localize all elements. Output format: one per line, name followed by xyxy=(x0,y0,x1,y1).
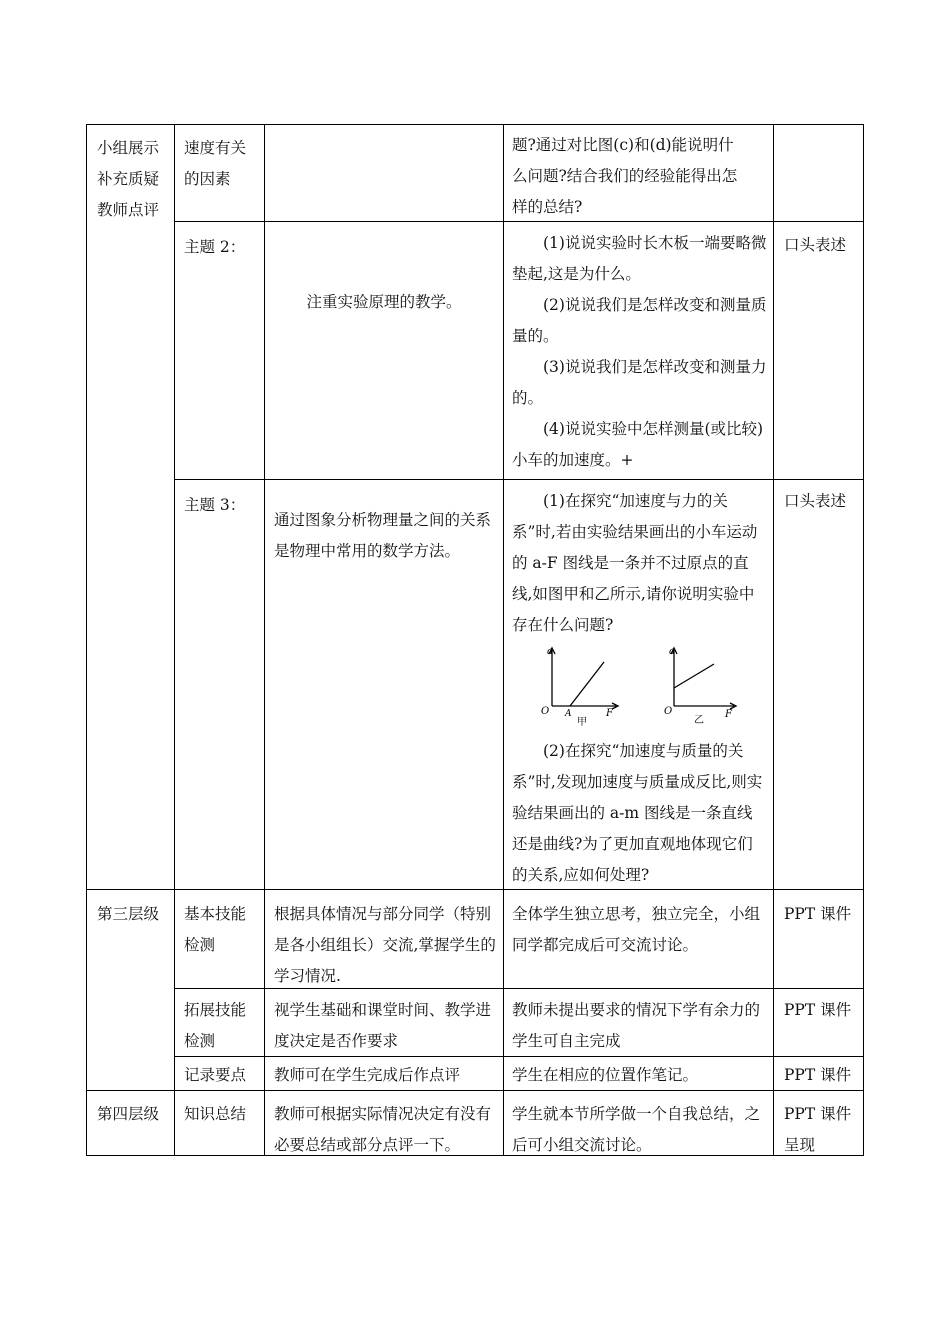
activity-cell: 题?通过对比图(c)和(d)能说明什 么问题?结合我们的经验能得出怎 样的总结? xyxy=(512,136,738,216)
level-cell: 第四层级 xyxy=(97,1105,160,1123)
method-cell: 口头表述 xyxy=(784,492,847,510)
activity-cell xyxy=(512,486,768,641)
graph-jia xyxy=(540,644,630,726)
line-jia xyxy=(570,662,604,706)
activity-cell xyxy=(512,228,768,476)
activity-cell: 全体学生独立思考，独立完全，小组同学都完成后可交流讨论。 xyxy=(512,905,761,954)
guidance-cell: 教师可在学生完成后作点评 xyxy=(274,1066,461,1084)
activity-cell: 学生就本节所学做一个自我总结，之后可小组交流讨论。 xyxy=(512,1105,761,1154)
graph-caption-jia: 甲 xyxy=(577,717,587,726)
axis-label-a: a xyxy=(547,646,553,657)
guidance-cell: 通过图象分析物理量之间的关系是物理中常用的数学方法。 xyxy=(274,511,492,560)
guidance-cell: 视学生基础和课堂时间、教学进度决定是否作要求 xyxy=(274,1001,492,1050)
activity-question: (1)在探究“加速度与力的关系”时,若由实验结果画出的小车运动的 a-F 图线是一条并不过原点的直线,如图甲和乙所示,请你说明实验中存在什么问题? xyxy=(512,492,758,634)
topic-cell: 主题 3： xyxy=(184,496,246,514)
origin-label: O xyxy=(664,706,673,717)
topic-cell: 主题 2： xyxy=(184,238,246,256)
axis-label-f: F xyxy=(725,709,732,720)
method-cell: 口头表述 xyxy=(784,236,847,254)
graph-yi xyxy=(662,644,752,726)
activity-cell: 学生在相应的位置作笔记。 xyxy=(512,1066,699,1084)
level-cell: 第三层级 xyxy=(97,905,160,923)
axis-label-a: a xyxy=(669,646,675,657)
guidance-cell: 注重实验原理的教学。 xyxy=(306,293,462,311)
activity-cell xyxy=(512,736,768,891)
topic-cell: 基本技能 检测 xyxy=(184,905,247,954)
origin-label: O xyxy=(541,706,550,717)
line-yi xyxy=(674,664,714,688)
topic-cell: 拓展技能 检测 xyxy=(184,1001,247,1050)
activity-item: (1)说说实验时长木板一端要略微垫起,这是为什么。 xyxy=(512,234,767,283)
point-label-a: A xyxy=(565,709,572,719)
method-cell: PPT 课件 xyxy=(784,905,852,923)
guidance-cell: 教师可根据实际情况决定有没有必要总结或部分点评一下。 xyxy=(274,1105,492,1154)
axis-label-f: F xyxy=(606,708,613,719)
method-cell: PPT 课件 呈现 xyxy=(784,1105,852,1154)
topic-cell: 记录要点 xyxy=(184,1066,247,1084)
activity-item: (3)说说我们是怎样改变和测量力的。 xyxy=(512,358,767,407)
method-cell: PPT 课件 xyxy=(784,1066,852,1084)
topic-cell: 知识总结 xyxy=(184,1105,247,1123)
activity-cell: 教师未提出要求的情况下学有余力的学生可自主完成 xyxy=(512,1001,761,1050)
method-cell: PPT 课件 xyxy=(784,1001,852,1019)
activity-question: (2)在探究“加速度与质量的关系”时,发现加速度与质量成反比,则实验结果画出的 a-m 图线是一条直线还是曲线?为了更加直观地体现它们的关系,应如何处理? xyxy=(512,742,763,884)
topic-cell: 速度有关 的因素 xyxy=(184,139,247,188)
guidance-cell: 根据具体情况与部分同学（特别是各小组组长）交流,掌握学生的学习情况. xyxy=(274,905,496,985)
graph-caption-yi: 乙 xyxy=(694,715,704,726)
activity-item: (2)说说我们是怎样改变和测量质量的。 xyxy=(512,296,767,345)
activity-item: (4)说说实验中怎样测量(或比较)小车的加速度。+ xyxy=(512,420,764,469)
level-cell: 小组展示 补充质疑 教师点评 xyxy=(97,139,160,219)
